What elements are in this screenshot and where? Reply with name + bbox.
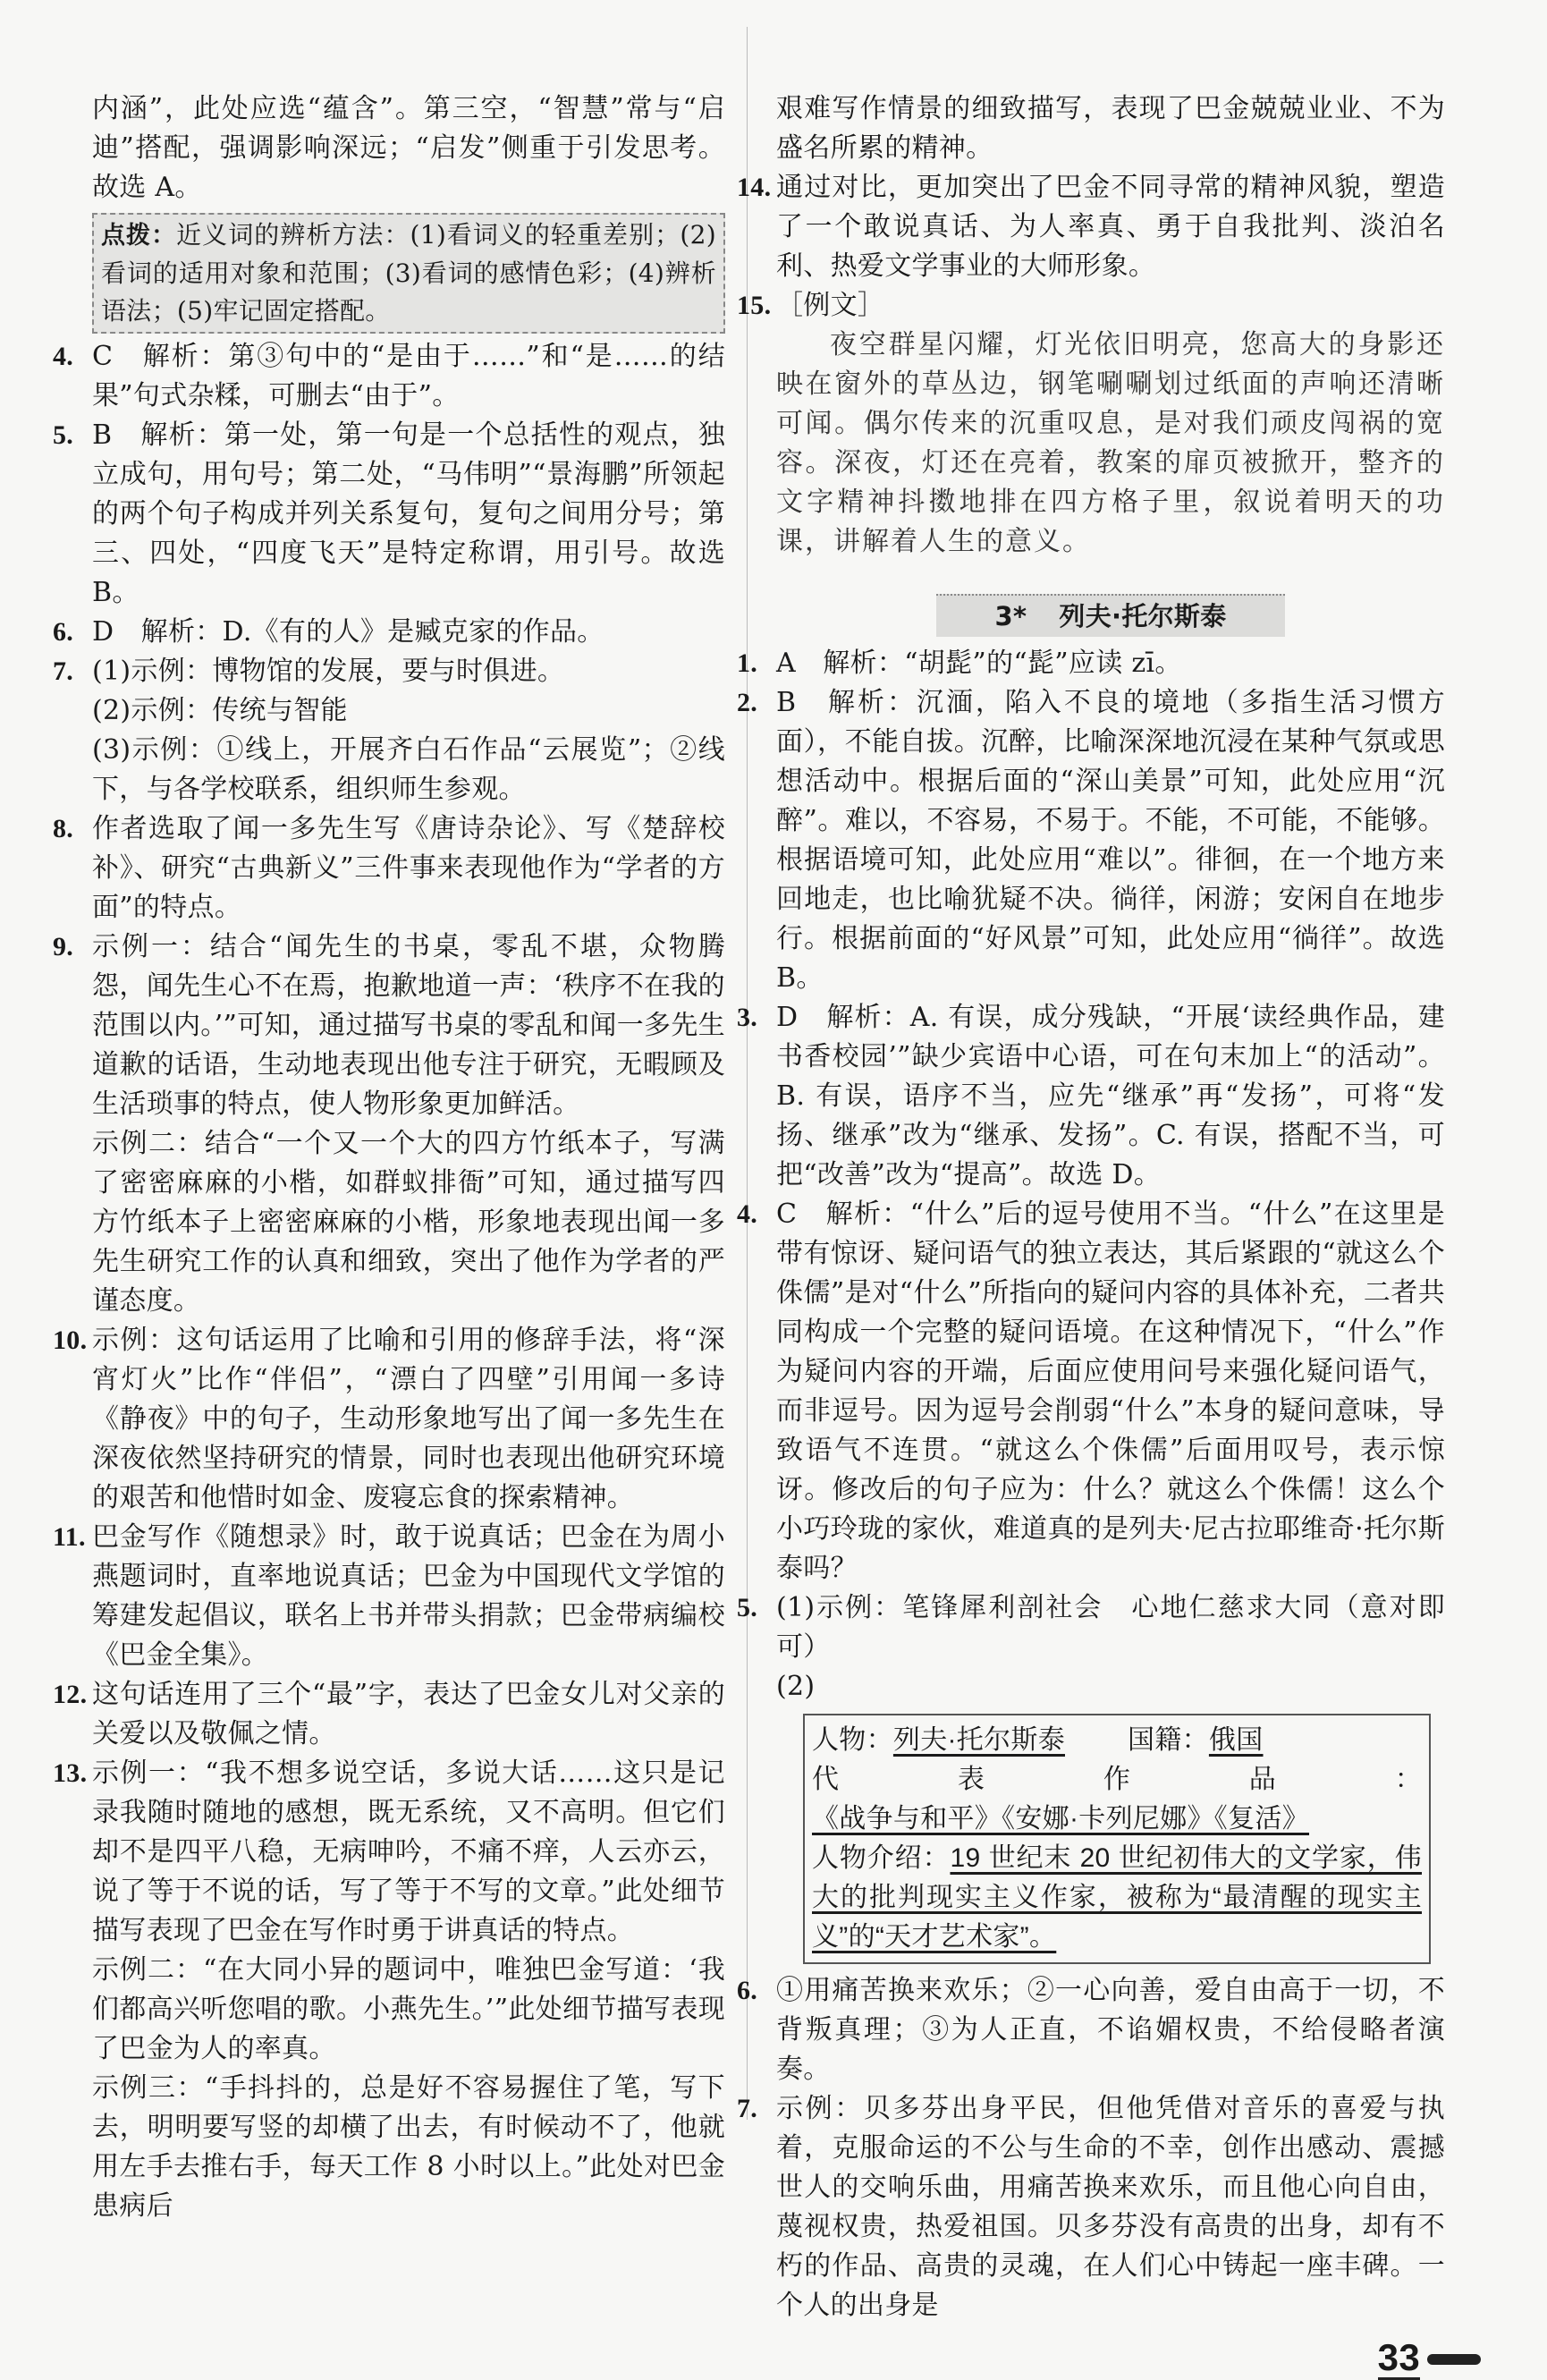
page-number: 33: [1377, 2336, 1420, 2378]
section-title: 列夫·托尔斯泰: [1059, 601, 1227, 631]
item-number: 3.: [737, 1003, 758, 1032]
section-number: 3*: [994, 601, 1027, 631]
answer-item: [737, 1195, 1445, 1588]
answer-text: B 解析：第一处，第一句是一个总括性的观点，独立成句，用句号；第二处，“马伟明”“景海鹏”所领起的两个句子构成并列关系复句，复句之间用分号；第三、四处，“四度飞天”是特定称谓，用引号。故选 B。: [92, 419, 725, 608]
answer-item: [53, 809, 725, 927]
item-number: 12.: [53, 1680, 88, 1709]
answer-text: 作者选取了闻一多先生写《唐诗杂论》、写《楚辞校补》、研究“古典新义”三件事来表现他作为“学者的方面”的特点。: [92, 813, 725, 923]
works-label: 代表作品：: [812, 1765, 1422, 1794]
item-number: 9.: [53, 932, 74, 961]
answer-text: D 解析：D.《有的人》是臧克家的作品。: [92, 616, 604, 648]
tip-label: 点拨：: [101, 222, 177, 250]
page-footer: [776, 2338, 1481, 2380]
nation-value: 俄国: [1208, 1725, 1264, 1755]
answer-item: [737, 168, 1445, 286]
answer-item: [53, 1321, 725, 1518]
answer-text: 示例一：结合“闻先生的书桌，零乱不堪，众物腾怨，闻先生心不在焉，抱歉地道一声：‘秩序不在我的范围以内。’”可知，通过描写书桌的零乱和闻一多先生道歉的话语，生动地表现出他专注于研究，无暇顾及生活琐事的特点，使人物形象更加鲜活。: [92, 931, 725, 1120]
item-number: 15.: [737, 291, 772, 320]
intro-label: 人物介绍：: [812, 1843, 951, 1873]
example-essay: 夜空群星闪耀，灯光依旧明亮，您高大的身影还映在窗外的草丛边，钢笔唰唰划过纸面的声响还清晰可闻。偶尔传来的沉重叹息，是对我们顽皮闯祸的宽容。深夜，灯还在亮着，教案的扉页被掀开，整齐的文字精神抖擞地排在四方格子里，叙说着明天的功课，讲解着人生的意义。: [776, 329, 1445, 557]
answer-item: [53, 613, 725, 652]
right-column: [737, 89, 1445, 2380]
answer-text: (1)示例：笔锋犀利剖社会 心地仁慈求大同（意对即可）: [776, 1592, 1445, 1663]
answer-text: 示例二：结合“一个又一个大的四方竹纸本子，写满了密密麻麻的小楷，如群蚁排衙”可知，通过描写四方竹纸本子上密密麻麻的小楷，形象地表现出闻一多先生研究工作的认真和细致，突出了他作为学者的严谨态度。: [92, 1128, 725, 1317]
answer-text: (2): [776, 1671, 816, 1702]
answer-text: D 解析：A. 有误，成分残缺，“开展‘读经典作品，建书香校园’”缺少宾语中心语，可在句末加上“的活动”。B. 有误，语序不当，应先“继承”再“发扬”，可将“发扬、继承”改为“继承、发扬”。C. 有误，搭配不当，可把“改善”改为“提高”。故选 D。: [776, 1002, 1445, 1190]
answer-text: ①用痛苦换来欢乐；②一心向善，爱自由高于一切，不背叛真理；③为人正直，不谄媚权贵，不给侵略者演奏。: [776, 1975, 1445, 2085]
answer-item: [737, 998, 1445, 1195]
answer-item: [737, 644, 1445, 683]
item-number: 8.: [53, 814, 74, 843]
answer-item: [53, 337, 725, 416]
section-header: [936, 594, 1285, 637]
item-number: 7.: [737, 2094, 758, 2123]
item-number: 4.: [53, 342, 74, 371]
nation-label: 国籍：: [1128, 1725, 1209, 1755]
answer-text: B 解析：沉湎，陷入不良的境地（多指生活习惯方面），不能自拔。沉醉，比喻深深地沉浸在某种气氛或思想活动中。根据后面的“深山美景”可知，此处应用“沉醉”。难以，不容易，不易于。不能，不可能，不能够。根据语境可知，此处应用“难以”。徘徊，在一个地方来回地走，也比喻犹疑不决。徜徉，闲游；安闲自在地步行。根据前面的“好风景”可知，此处应用“徜徉”。故选 B。: [776, 687, 1445, 994]
item-number: 4.: [737, 1199, 758, 1229]
works-value: 《战争与和平》《安娜·卡列尼娜》《复活》: [812, 1804, 1309, 1834]
item-number: 13.: [53, 1758, 88, 1788]
item-number: 10.: [53, 1326, 88, 1355]
answer-text: C 解析：“什么”后的逗号使用不当。“什么”在这里是带有惊讶、疑问语气的独立表达，其后紧跟的“就这么个侏儒”是对“什么”所指向的疑问内容的具体补充，二者共同构成一个完整的疑问语境。在这种情况下，“什么”作为疑问内容的开端，后面应使用问号来强化疑问语气，而非逗号。因为逗号会削弱“什么”本身的疑问意味，导致语气不连贯。“就这么个侏儒”后面用叹号，表示惊讶。修改后的句子应为：什么？就这么个侏儒！这么个小巧玲珑的家伙，难道真的是列夫·尼古拉耶维奇·托尔斯泰吗？: [776, 1198, 1445, 1584]
answer-text: (1)示例：博物馆的发展，要与时俱进。: [92, 656, 565, 687]
item-number: 5.: [737, 1593, 758, 1622]
item-number: 14.: [737, 173, 772, 202]
answer-text: 通过对比，更加突出了巴金不同寻常的精神风貌，塑造了一个敢说真话、为人率真、勇于自我批判、淡泊名利、热爱文学事业的大师形象。: [776, 172, 1445, 282]
answer-text: 示例三：“手抖抖的，总是好不容易握住了笔，写下去，明明要写竖的却横了出去，有时候动不了，他就用左手去推右手，每天工作 8 小时以上。”此处对巴金患病后: [92, 2072, 725, 2222]
answer-item: [53, 1754, 725, 2226]
answer-item: [737, 286, 1445, 562]
answer-text: 巴金写作《随想录》时，敢于说真话；巴金在为周小燕题词时，直率地说真话；巴金为中国现代文学馆的筹建发起倡议，联名上书并带头捐款；巴金带病编校《巴金全集》。: [92, 1521, 725, 1671]
answer-text: 示例二：“在大同小异的题词中，唯独巴金写道：‘我们都高兴听您唱的歌。小燕先生。’”此处细节描写表现了巴金为人的率真。: [92, 1954, 725, 2064]
answer-text: 这句话连用了三个“最”字，表达了巴金女儿对父亲的关爱以及敬佩之情。: [92, 1679, 725, 1749]
answer-item: [53, 652, 725, 809]
answer-item: [53, 1675, 725, 1754]
item-number: 11.: [53, 1522, 86, 1552]
answer-item: [53, 416, 725, 613]
tip-text: 近义词的辨析方法：(1)看词义的轻重差别；(2)看词的适用对象和范围；(3)看词的感情色彩；(4)辨析语法；(5)牢记固定搭配。: [101, 220, 716, 326]
answer-item: [737, 683, 1445, 998]
answer-text: 示例：这句话运用了比喻和引用的修辞手法，将“深宵灯火”比作“伴侣”，“漂白了四壁”引用闻一多诗《静夜》中的句子，生动形象地写出了闻一多先生在深夜依然坚持研究的情景，同时也表现出他研究环境的艰苦和他惜时如金、废寝忘食的探索精神。: [92, 1325, 725, 1513]
item-number: 2.: [737, 688, 758, 717]
item-number: 5.: [53, 420, 74, 450]
answer-text: (3)示例：①线上，开展齐白石作品“云展览”；②线下，与各学校联系，组织师生参观。: [92, 734, 725, 805]
page-number-bar: [1427, 2354, 1481, 2365]
answer-text: C 解析：第③句中的“是由于……”和“是……的结果”句式杂糅，可删去“由于”。: [92, 341, 725, 411]
person-value: 列夫·托尔斯泰: [892, 1725, 1065, 1755]
example-label: ［例文］: [776, 290, 885, 321]
answer-item: [53, 927, 725, 1321]
column-divider: [747, 27, 748, 2120]
answer-item: [737, 1971, 1445, 2089]
continued-paragraph: 艰难写作情景的细致描写，表现了巴金兢兢业业、不为盛名所累的精神。: [776, 93, 1445, 164]
answer-item: [737, 2089, 1445, 2325]
tip-box: [92, 213, 725, 334]
item-number: 1.: [737, 648, 758, 678]
answer-list: [53, 337, 725, 2226]
person-label: 人物：: [812, 1725, 893, 1755]
answer-text: 示例一：“我不想多说空话，多说大话……这只是记录我随时随地的感想，既无系统，又不高明。但它们却不是四平八稳，无病呻吟，不痛不痒，人云亦云，说了等于不说的话，写了等于不写的文章。”此处细节描写表现了巴金在写作时勇于讲真话的特点。: [92, 1757, 725, 1946]
item-number: 7.: [53, 656, 74, 686]
answer-item: [53, 1518, 725, 1675]
left-column: [53, 89, 725, 2226]
answer-text: 示例：贝多芬出身平民，但他凭借对音乐的喜爱与执着，克服命运的不公与生命的不幸，创作出感动、震撼世人的交响乐曲，用痛苦换来欢乐，而且他心向自由，蔑视权贵，热爱祖国。贝多芬没有高贵的出身，却有不朽的作品、高贵的灵魂，在人们心中铸起一座丰碑。一个人的出身是: [776, 2093, 1445, 2321]
answer-text: A 解析：“胡髭”的“髭”应读 zī。: [776, 648, 1182, 679]
answer-item: [737, 1588, 1445, 1964]
answer-list: [737, 644, 1445, 1588]
intro-value: 19 世纪末 20 世纪初伟大的文学家，伟大的批判现实主义作家，被称为“最清醒的现实主义”的“天才艺术家”。: [812, 1843, 1422, 1952]
item-number: 6.: [737, 1976, 758, 2005]
item-number: 6.: [53, 617, 74, 647]
info-card: [803, 1714, 1431, 1964]
answer-text: (2)示例：传统与智能: [92, 695, 348, 726]
continued-paragraph: 内涵”，此处应选“蕴含”。第三空，“智慧”常与“启迪”搭配，强调影响深远；“启发”侧重于引发思考。故选 A。: [92, 93, 725, 203]
